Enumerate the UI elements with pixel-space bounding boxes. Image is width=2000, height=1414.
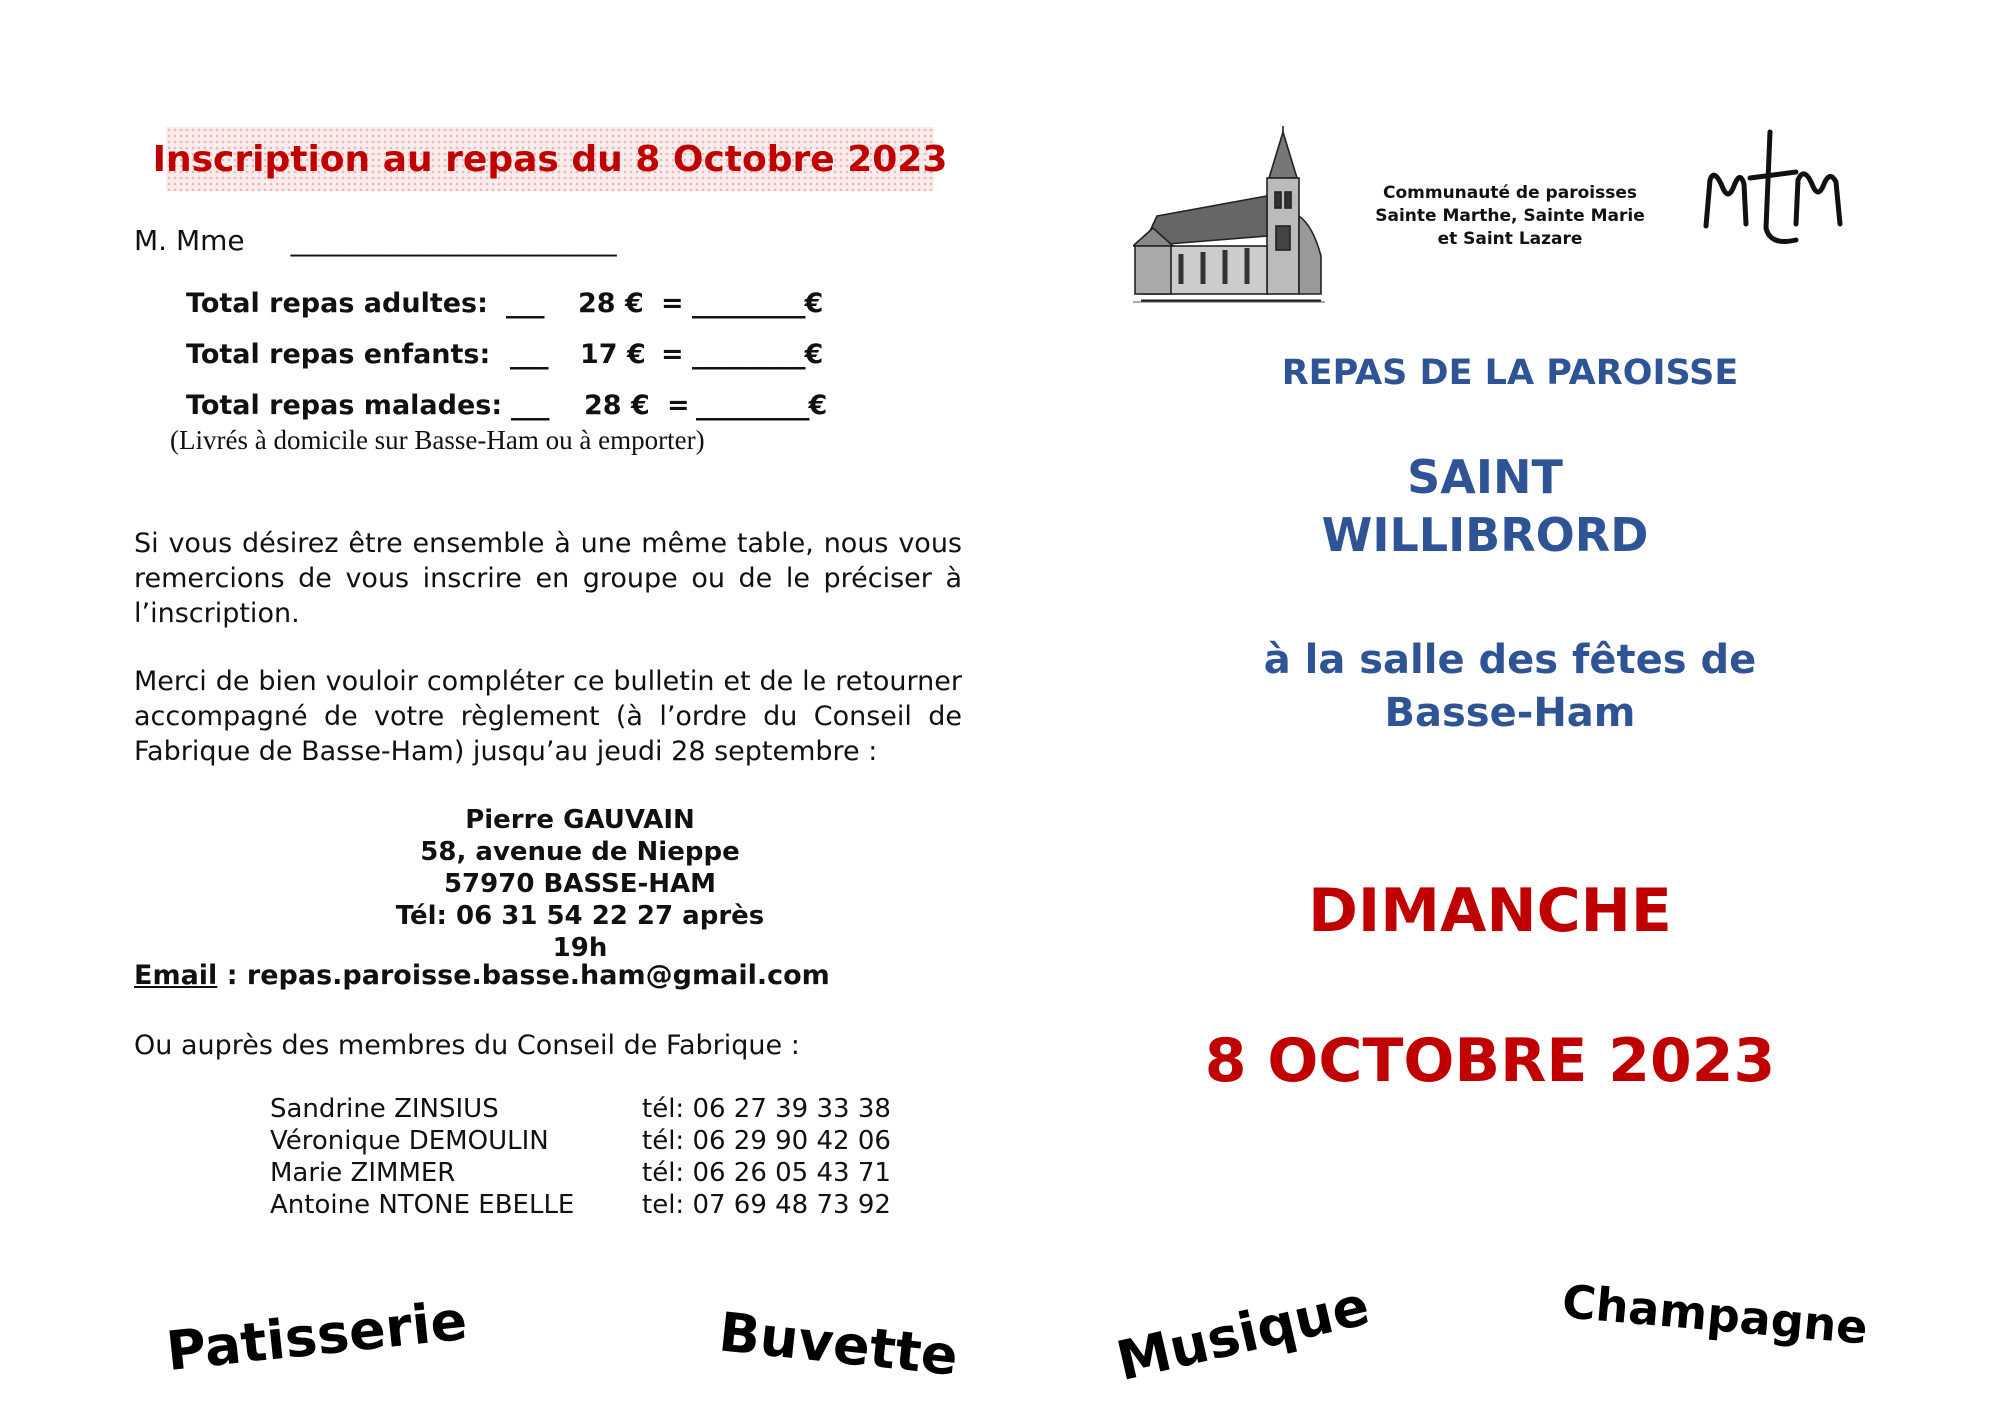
page-title: Inscription au repas du 8 Octobre 2023 (152, 138, 948, 180)
address-block (370, 804, 790, 964)
repas-heading: REPAS DE LA PAROISSE (1281, 353, 1739, 393)
address-street: 58, avenue de Nieppe (420, 837, 740, 867)
total-label: Total repas enfants: (186, 339, 491, 370)
community-line: et Saint Lazare (1437, 229, 1583, 249)
total-equals: = (661, 339, 684, 370)
community-line: Sainte Marthe, Sainte Marie (1375, 206, 1645, 226)
email-sep: : (217, 960, 247, 991)
total-price: 17 € (580, 339, 646, 370)
member-name: Antoine NTONE EBELLE (270, 1190, 575, 1220)
total-amount: _________€ (692, 288, 823, 319)
community-name (1360, 182, 1660, 251)
title-banner (152, 127, 948, 191)
footer-word-patisserie: Patisserie (163, 1288, 470, 1383)
total-price: 28 € (584, 390, 650, 421)
member-tel: tél: 06 26 05 43 71 (642, 1158, 891, 1188)
name-label: M. Mme (134, 224, 245, 257)
total-amount: _________€ (692, 339, 823, 370)
total-equals: = (667, 390, 690, 421)
footer-word-champagne: Champagne (1560, 1274, 1870, 1355)
mtm-logo-icon (1700, 128, 1850, 258)
return-paragraph: Merci de bien vouloir compléter ce bulletin et de le retourner accompagné de votre règlement (à l’ordre du Conseil de Fabrique de Basse-Ham) jusqu’au jeudi 28 septembre : (134, 666, 962, 767)
address-name: Pierre GAUVAIN (465, 805, 695, 835)
church-drawing-icon (1133, 126, 1325, 306)
member-name: Sandrine ZINSIUS (270, 1094, 499, 1124)
address-phone: Tél: 06 31 54 22 27 après 19h (395, 901, 765, 963)
total-price: 28 € (578, 288, 644, 319)
total-label: Total repas malades: (186, 390, 503, 421)
email-line (134, 960, 830, 991)
group-paragraph: Si vous désirez être ensemble à une même table, nous vous remercions de vous inscrire en groupe ou de le préciser à l’inscription. (134, 528, 962, 629)
total-equals: = (661, 288, 684, 319)
date-heading: 8 OCTOBRE 2023 (1204, 1026, 1776, 1096)
member-tel: tél: 06 27 39 33 38 (642, 1094, 891, 1124)
venue-heading (1200, 634, 1820, 740)
total-qty: ___ (511, 390, 549, 421)
saint-line: SAINT (1407, 450, 1563, 504)
name-field (134, 224, 616, 257)
member-tel: tel: 07 69 48 73 92 (642, 1190, 891, 1220)
total-label: Total repas adultes: (186, 288, 488, 319)
email-address[interactable]: repas.paroisse.basse.ham@gmail.com (246, 960, 830, 991)
members-intro: Ou auprès des membres du Conseil de Fabrique : (134, 1030, 800, 1061)
saint-heading (1290, 448, 1680, 564)
malades-note: (Livrés à domicile sur Basse-Ham ou à emporter) (170, 425, 705, 455)
day-heading: DIMANCHE (1308, 876, 1672, 946)
email-label: Email (134, 960, 218, 991)
member-tel: tél: 06 29 90 42 06 (642, 1126, 891, 1156)
community-line: Communauté de paroisses (1383, 183, 1637, 203)
name-blank: _________________________ (290, 224, 616, 257)
member-name: Véronique DEMOULIN (270, 1126, 549, 1156)
address-city: 57970 BASSE-HAM (443, 869, 717, 899)
venue-line: Basse-Ham (1384, 690, 1636, 736)
total-amount: _________€ (696, 390, 827, 421)
member-name: Marie ZIMMER (270, 1158, 456, 1188)
venue-line: à la salle des fêtes de (1263, 637, 1757, 683)
saint-line: WILLIBRORD (1321, 508, 1649, 562)
total-qty: ___ (510, 339, 548, 370)
footer-word-buvette: Buvette (716, 1300, 961, 1389)
footer-word-musique: Musique (1110, 1273, 1375, 1393)
total-qty: ___ (506, 288, 544, 319)
